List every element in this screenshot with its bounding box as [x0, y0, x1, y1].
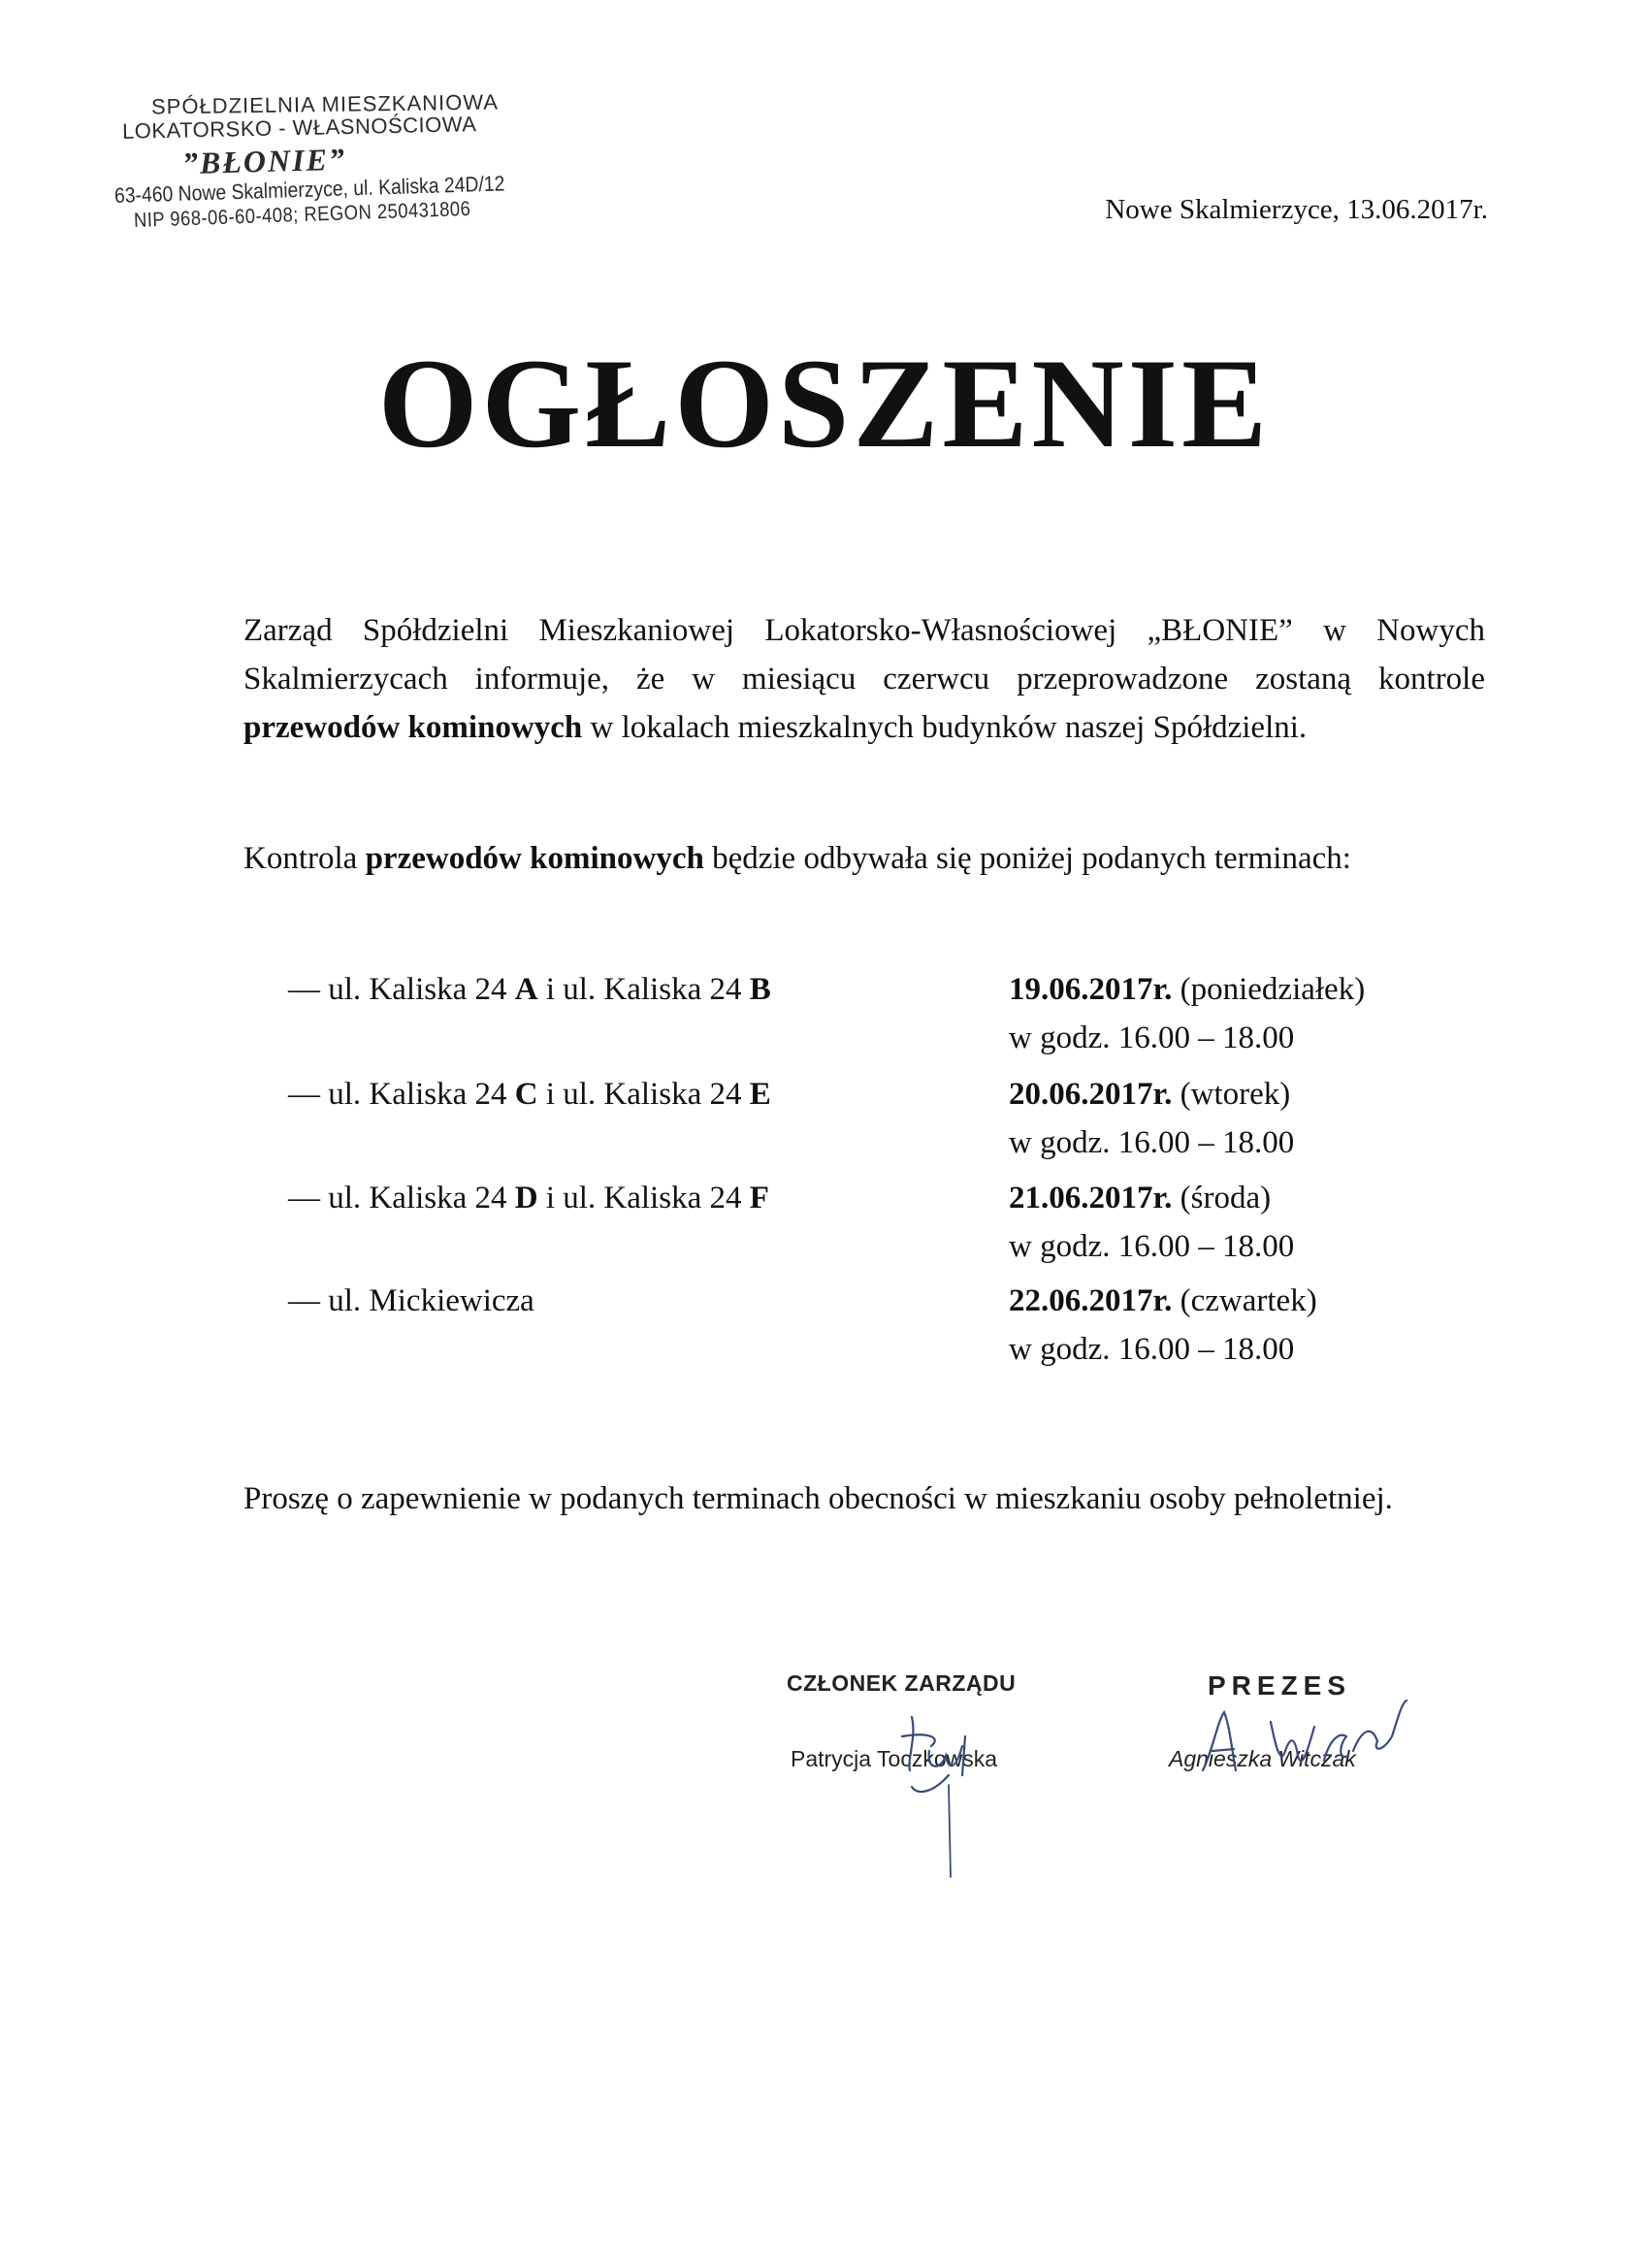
- schedule-intro-end: będzie odbywała się poniżej podanych terminach:: [703, 841, 1351, 876]
- date-value: 20.06.2017r.: [1009, 1077, 1173, 1112]
- intro-text-end: w lokalach mieszkalnych budynków naszej Spółdzielni.: [582, 710, 1308, 745]
- stamp-line-2: LOKATORSKO - WŁASNOŚCIOWA: [121, 112, 477, 144]
- schedule-date: [1009, 1174, 1271, 1222]
- stamp-line-1: SPÓŁDZIELNIA MIESZKANIOWA: [150, 89, 500, 119]
- signature-role-board-member: CZŁONEK ZARZĄDU: [787, 1670, 1017, 1696]
- schedule-hours: w godz. 16.00 – 18.00: [1009, 1021, 1295, 1055]
- intro-bold-term: przewodów kominowych: [243, 710, 583, 745]
- weekday: (poniedziałek): [1172, 972, 1366, 1007]
- intro-text-start: Zarząd Spółdzielni Mieszkaniowej Lokatorsko-Własnościowej „BŁONIE” w Nowych Skalmierzycach informuje, że w miesiącu czerwcu przeprowadzone zostaną kontrole: [243, 613, 1485, 697]
- building-letter: B: [749, 972, 771, 1007]
- building-letter: F: [749, 1181, 769, 1215]
- address-text: — ul. Kaliska 24: [288, 1181, 515, 1215]
- stamp-tax-ids: NIP 968-06-60-408; REGON 250431806: [133, 197, 471, 232]
- address-text: i ul. Kaliska 24: [537, 1181, 750, 1215]
- schedule-address: [288, 965, 771, 1014]
- schedule-hours: w godz. 16.00 – 18.00: [1009, 1332, 1295, 1367]
- weekday: (środa): [1172, 1181, 1272, 1215]
- schedule-address: [288, 1277, 534, 1325]
- stamp-address: 63-460 Nowe Skalmierzyce, ul. Kaliska 24D/12: [113, 171, 505, 208]
- paragraph-schedule-intro: [243, 834, 1485, 883]
- signature-name-president: Agnieszka Witczak: [1169, 1746, 1356, 1771]
- paragraph-intro: [243, 606, 1485, 752]
- schedule-address: [288, 1070, 771, 1118]
- address-text: i ul. Kaliska 24: [537, 972, 750, 1007]
- schedule-hours: w godz. 16.00 – 18.00: [1009, 1229, 1295, 1264]
- schedule-date: [1009, 965, 1365, 1014]
- date-value: 21.06.2017r.: [1009, 1181, 1173, 1215]
- date-value: 19.06.2017r.: [1009, 972, 1173, 1007]
- schedule-hours: w godz. 16.00 – 18.00: [1009, 1125, 1295, 1160]
- signature-role-president: PREZES: [1208, 1670, 1352, 1701]
- signature-name-board-member: Patrycja Toczkowska: [791, 1746, 998, 1771]
- building-letter: C: [514, 1077, 538, 1112]
- building-letter: E: [749, 1077, 771, 1112]
- date-value: 22.06.2017r.: [1009, 1283, 1173, 1318]
- date-place: Nowe Skalmierzyce, 13.06.2017r.: [1105, 194, 1488, 225]
- paragraph-request: Proszę o zapewnienie w podanych terminach obecności w mieszkaniu osoby pełnoletniej.: [243, 1481, 1393, 1516]
- address-text: — ul. Kaliska 24: [288, 1077, 515, 1112]
- schedule-intro-start: Kontrola: [243, 841, 366, 876]
- address-text: i ul. Kaliska 24: [537, 1077, 750, 1112]
- handwritten-signature-left: [873, 1678, 999, 1882]
- weekday: (czwartek): [1172, 1283, 1317, 1318]
- handwritten-signature-right: [1193, 1693, 1436, 1780]
- stamp-line-3: ”BŁONIE”: [181, 141, 347, 181]
- schedule-address: [288, 1174, 769, 1222]
- address-text: — ul. Kaliska 24: [288, 972, 515, 1007]
- schedule-date: [1009, 1070, 1290, 1118]
- page-title: OGŁOSZENIE: [377, 332, 1272, 474]
- address-text: — ul. Mickiewicza: [288, 1283, 534, 1318]
- building-letter: D: [514, 1181, 538, 1215]
- building-letter: A: [514, 972, 538, 1007]
- weekday: (wtorek): [1172, 1077, 1291, 1112]
- schedule-intro-bold-term: przewodów kominowych: [365, 841, 704, 876]
- schedule-date: [1009, 1277, 1317, 1325]
